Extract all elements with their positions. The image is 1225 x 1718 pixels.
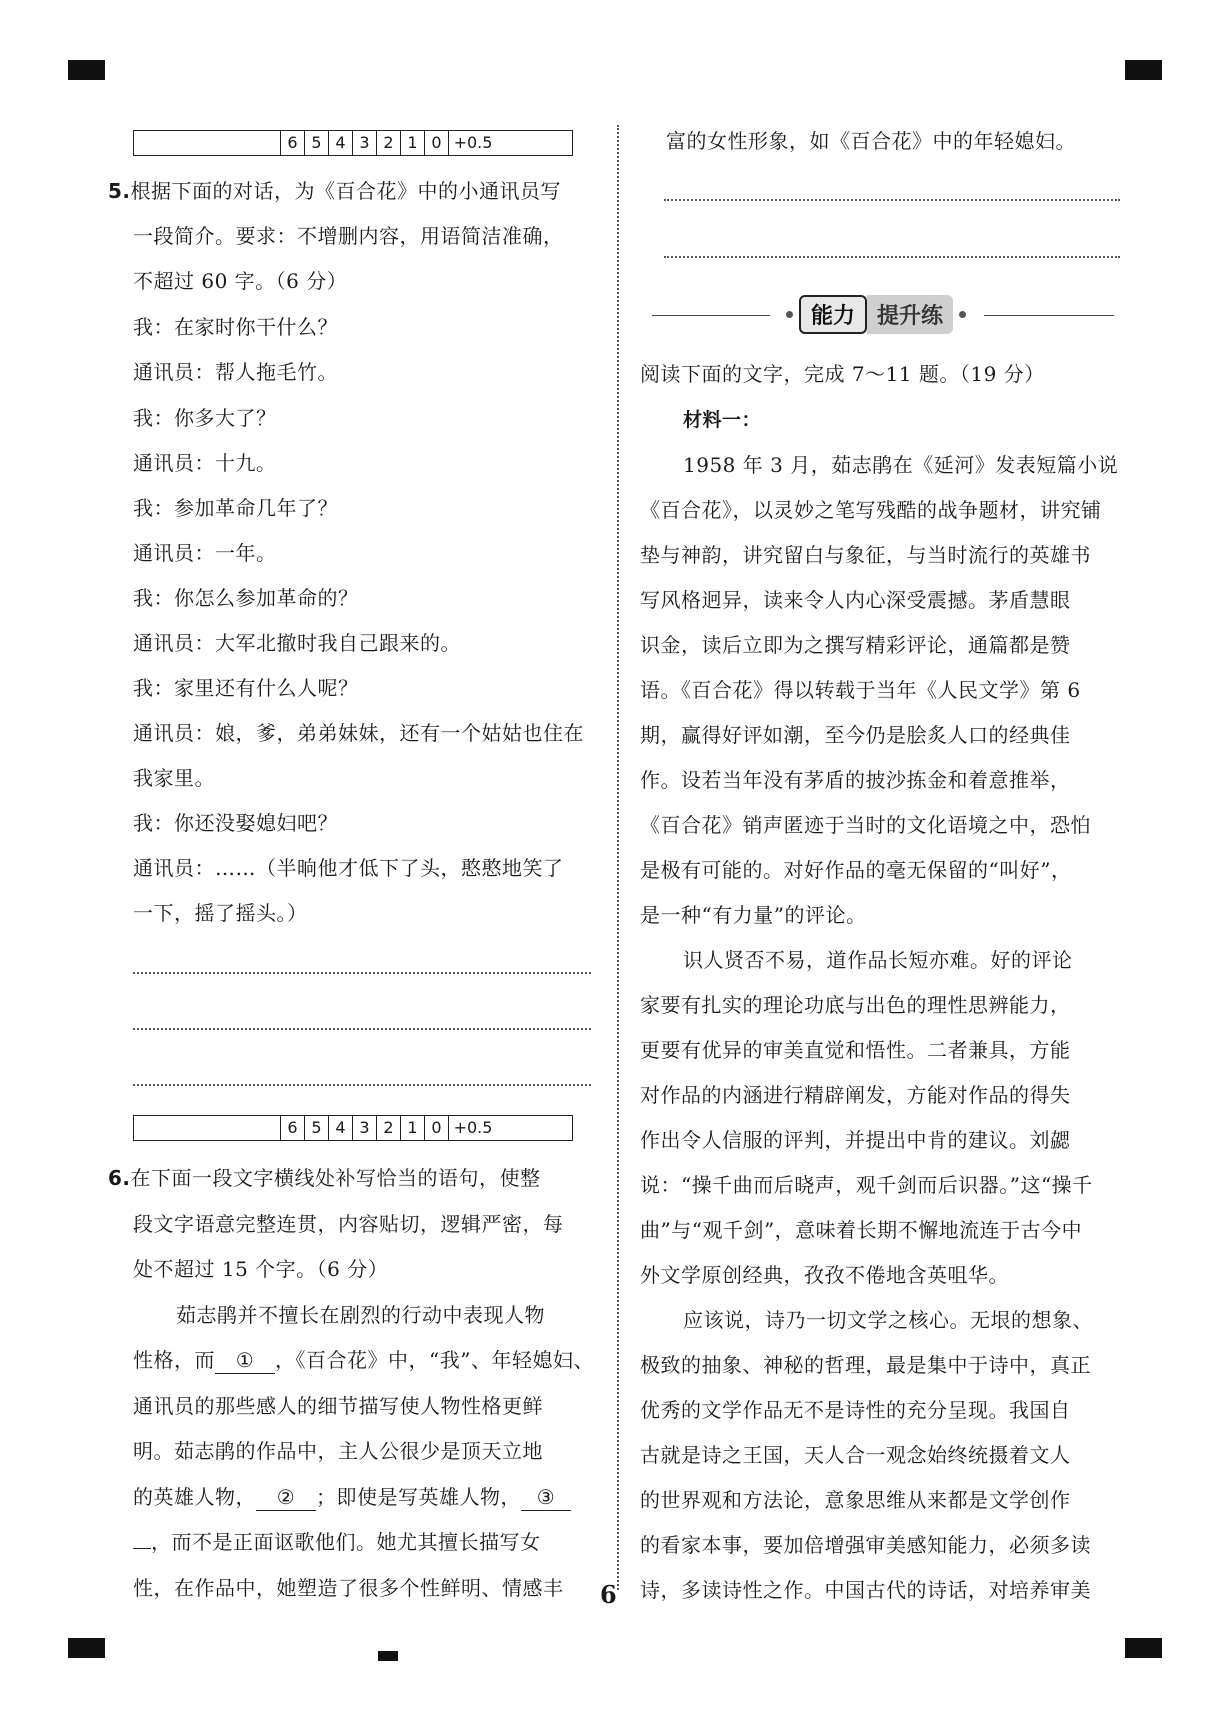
dialogue-line: 通讯员：十九。 — [133, 451, 277, 475]
q5-prompt-line-1: 5.根据下面的对话，为《百合花》中的小通讯员写 — [108, 179, 562, 203]
dialogue-line: 通讯员：帮人拖毛竹。 — [133, 360, 338, 384]
dialogue-line: 我：你还没娶媳妇吧？ — [133, 811, 338, 835]
registration-mark-bottom-center — [378, 1651, 398, 1661]
section-title-primary: 能力 — [799, 295, 867, 334]
passage-line: 的英雄人物， ② ；即使是写英雄人物， ③ — [133, 1484, 571, 1511]
dialogue-line: 通讯员：大军北撤时我自己跟来的。 — [133, 631, 461, 655]
passage-line: 更要有优异的审美直觉和悟性。二者兼具，方能 — [640, 1038, 1071, 1062]
passage-line: 极致的抽象、神秘的哲理，最是集中于诗中，真正 — [640, 1353, 1091, 1377]
passage-line: 作。设若当年没有茅盾的披沙拣金和着意推举， — [640, 768, 1071, 792]
passage-line: 通讯员的那些感人的细节描写使人物性格更鲜 — [133, 1394, 543, 1418]
passage-continuation: 富的女性形象，如《百合花》中的年轻媳妇。 — [666, 129, 1076, 153]
dialogue-line: 通讯员：一年。 — [133, 541, 277, 565]
passage-line: 对作品的内涵进行精辟阐发，方能对作品的得失 — [640, 1083, 1071, 1107]
passage-line: 诗，多读诗性之作。中国古代的诗话，对培养审美 — [640, 1578, 1091, 1602]
fill-blank-1[interactable]: ① — [215, 1347, 275, 1374]
registration-mark-bottom-right — [1125, 1638, 1162, 1658]
q5-prompt-line-2: 一段简介。要求：不增删内容，用语简洁准确， — [133, 224, 564, 248]
dialogue-line: 我：你怎么参加革命的？ — [133, 586, 359, 610]
q6-prompt-line-2: 段文字语意完整连贯，内容贴切，逻辑严密，每 — [133, 1212, 564, 1236]
passage-line: 《百合花》销声匿迹于当时的文化语境之中，恐怕 — [640, 813, 1091, 837]
dialogue-line: 我家里。 — [133, 766, 215, 790]
passage-line: 古就是诗之王国，天人合一观念始终统摄着文人 — [640, 1443, 1071, 1467]
q6-prompt-line-3: 处不超过 15 个字。（6 分） — [133, 1257, 389, 1281]
q6-prompt-line-1: 6.在下面一段文字横线处补写恰当的语句，使整 — [108, 1166, 541, 1190]
passage-line: 1958 年 3 月，茹志鹃在《延河》发表短篇小说 — [683, 453, 1119, 477]
passage-line: 外文学原创经典，孜孜不倦地含英咀华。 — [640, 1263, 1009, 1287]
dialogue-line: 一下，摇了摇头。） — [133, 901, 308, 925]
dialogue-line: 通讯员：娘，爹，弟弟妹妹，还有一个姑姑也住在 — [133, 721, 584, 745]
section-header — [652, 295, 1114, 335]
passage-line: 识金，读后立即为之撰写精彩评论，通篇都是赞 — [640, 633, 1071, 657]
section-title-secondary: 提升练 — [867, 295, 953, 334]
answer-line[interactable] — [664, 256, 1120, 258]
dialogue-line: 通讯员：……（半晌他才低下了头，憨憨地笑了 — [133, 856, 564, 880]
q5-prompt-line-3: 不超过 60 字。（6 分） — [133, 269, 348, 293]
passage-line: 期，赢得好评如潮，至今仍是脍炙人口的经典佳 — [640, 723, 1071, 747]
passage-line: 性格，而 ① ，《百合花》中，“我”、年轻媳妇、 — [133, 1348, 594, 1372]
answer-line[interactable] — [664, 199, 1120, 201]
fill-blank-2[interactable]: ② — [256, 1484, 316, 1511]
fill-blank-3[interactable]: ③ — [521, 1484, 571, 1511]
column-divider — [617, 125, 619, 1590]
passage-line: 写风格迥异，读来令人内心深受震撼。茅盾慧眼 — [640, 588, 1071, 612]
answer-line[interactable] — [133, 1084, 591, 1086]
passage-line: 的世界观和方法论，意象思维从来都是文学创作 — [640, 1488, 1071, 1512]
bullet-icon — [959, 311, 966, 318]
passage-line: 明。茹志鹃的作品中，主人公很少是顶天立地 — [133, 1439, 543, 1463]
passage-line: 性，在作品中，她塑造了很多个性鲜明、情感丰 — [133, 1576, 564, 1600]
dialogue-line: 我：家里还有什么人呢？ — [133, 676, 359, 700]
reading-intro: 阅读下面的文字，完成 7～11 题。（19 分） — [640, 362, 1045, 386]
fill-blank-3-continued[interactable] — [133, 1548, 151, 1549]
passage-line: 说：“操千曲而后晓声，观千剑而后识器。”这“操千 — [640, 1173, 1093, 1197]
passage-line: 应该说，诗乃一切文学之核心。无垠的想象、 — [683, 1308, 1093, 1332]
registration-mark-top-right — [1125, 60, 1162, 80]
passage-line: 垫与神韵，讲究留白与象征，与当时流行的英雄书 — [640, 543, 1091, 567]
page-number: 6 — [600, 1580, 617, 1609]
passage-line: 家要有扎实的理论功底与出色的理性思辨能力， — [640, 993, 1071, 1017]
answer-line[interactable] — [133, 972, 591, 974]
passage-line: ，而不是正面讴歌他们。她尤其擅长描写女 — [133, 1529, 541, 1555]
passage-line: 曲”与“观千剑”，意味着长期不懈地流连于古今中 — [640, 1218, 1083, 1242]
passage-line: 是极有可能的。对好作品的毫无保留的“叫好”， — [640, 858, 1072, 882]
answer-line[interactable] — [133, 1028, 591, 1030]
dialogue-line: 我：你多大了？ — [133, 406, 277, 430]
material-label: 材料一： — [683, 409, 762, 431]
score-bar-q6: 6 5 4 3 2 1 0 +0.5 — [133, 1115, 573, 1141]
passage-line: 作出令人信服的评判，并提出中肯的建议。刘勰 — [640, 1128, 1071, 1152]
passage-line: 优秀的文学作品无不是诗性的充分呈现。我国自 — [640, 1398, 1071, 1422]
score-bar-q5: 6 5 4 3 2 1 0 +0.5 — [133, 130, 573, 156]
passage-line: 的看家本事，要加倍增强审美感知能力，必须多读 — [640, 1533, 1091, 1557]
registration-mark-bottom-left — [68, 1638, 105, 1658]
passage-line: 《百合花》，以灵妙之笔写残酷的战争题材，讲究铺 — [640, 498, 1102, 522]
passage-line: 茹志鹃并不擅长在剧烈的行动中表现人物 — [176, 1303, 545, 1327]
passage-line: 语。《百合花》得以转载于当年《人民文学》第 6 — [640, 678, 1081, 702]
registration-mark-top-left — [68, 60, 105, 80]
bullet-icon — [786, 311, 793, 318]
dialogue-line: 我：参加革命几年了？ — [133, 496, 338, 520]
dialogue-line: 我：在家时你干什么？ — [133, 315, 338, 339]
passage-line: 识人贤否不易，道作品长短亦难。好的评论 — [683, 948, 1073, 972]
passage-line: 是一种“有力量”的评论。 — [640, 903, 867, 927]
